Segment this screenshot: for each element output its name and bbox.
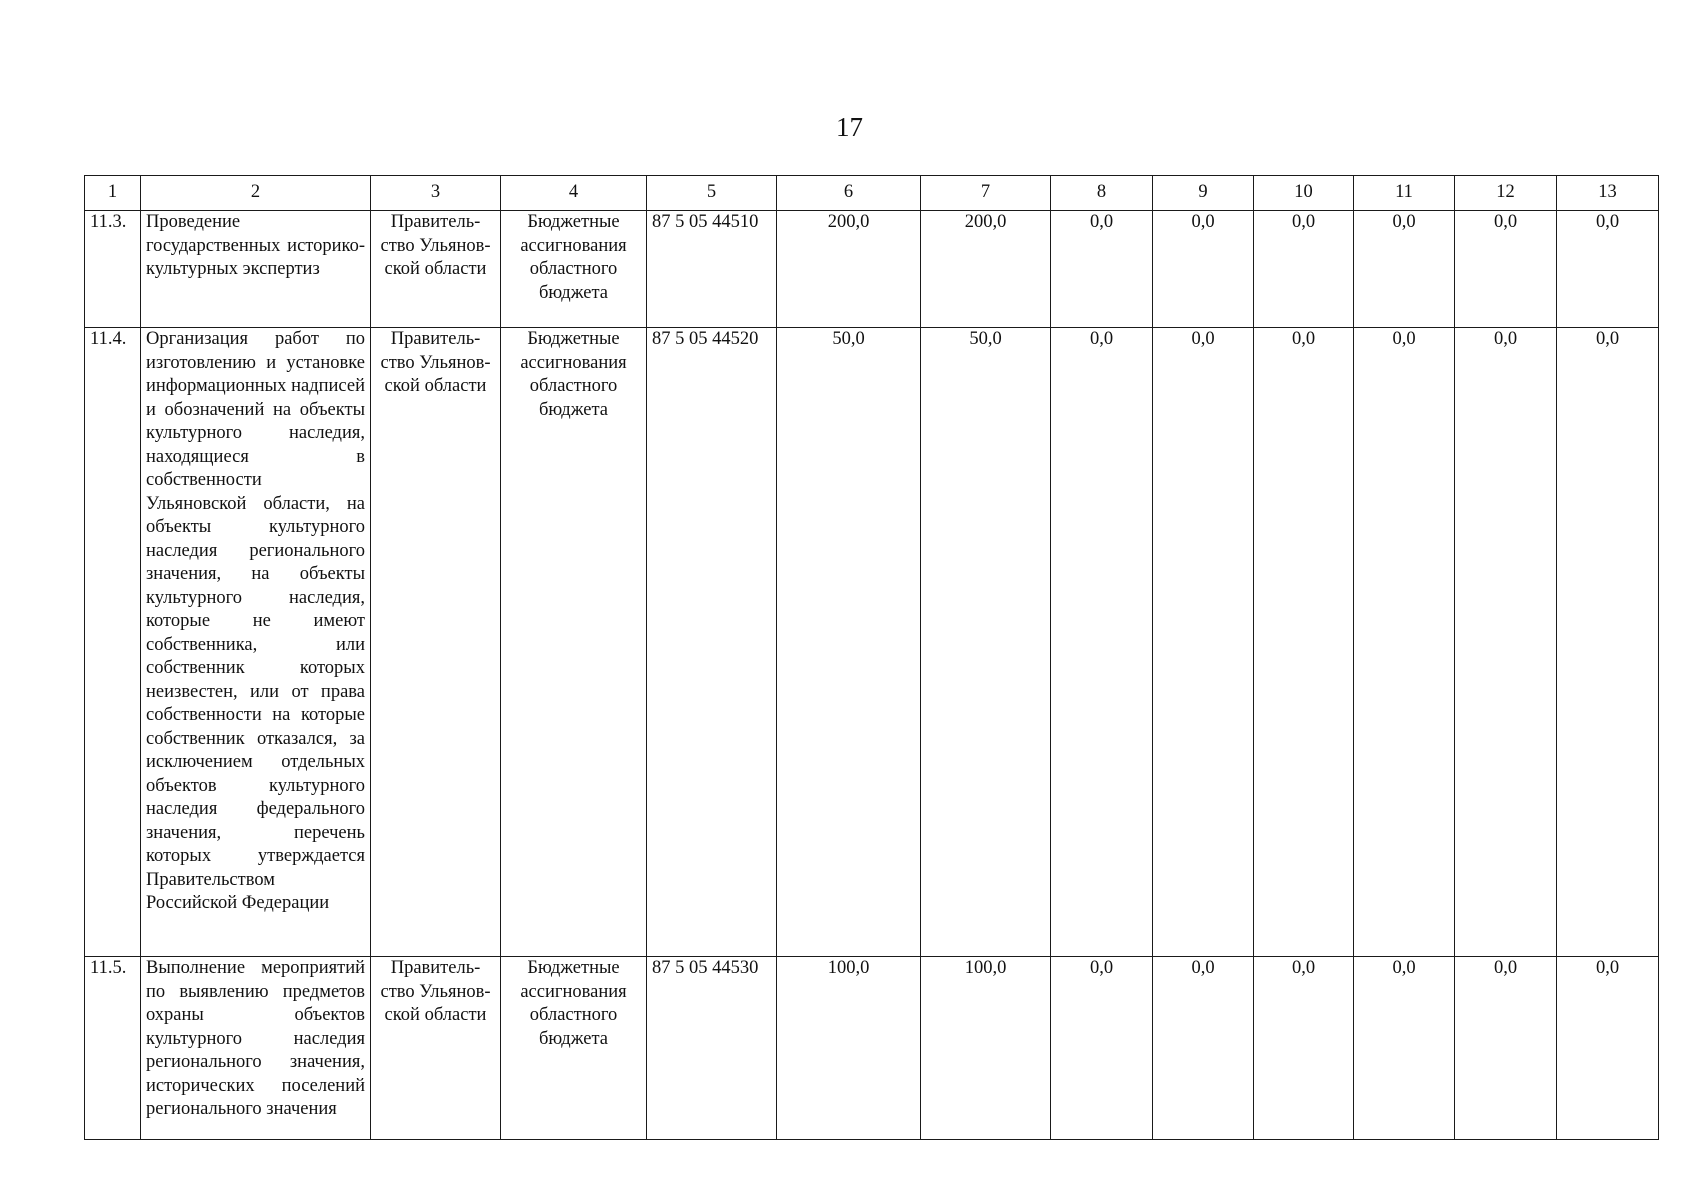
value-cell: 0,0 <box>1455 328 1557 957</box>
value-cell: 0,0 <box>1254 211 1354 328</box>
executor: Правитель-ство Ульянов-ской области <box>371 211 501 328</box>
column-header: 1 <box>85 176 141 211</box>
value-cell: 0,0 <box>1051 957 1153 1140</box>
value-cell: 0,0 <box>1051 211 1153 328</box>
value-cell: 0,0 <box>1557 328 1659 957</box>
value-cell: 50,0 <box>777 328 921 957</box>
value-cell: 0,0 <box>1153 211 1254 328</box>
value-cell: 0,0 <box>1455 211 1557 328</box>
column-header: 6 <box>777 176 921 211</box>
budget-code: 87 5 05 44530 <box>647 957 777 1140</box>
table-row <box>85 957 1659 1140</box>
value-cell: 0,0 <box>1557 211 1659 328</box>
column-header: 12 <box>1455 176 1557 211</box>
value-cell: 200,0 <box>921 211 1051 328</box>
funding-source: Бюджетные ассигнования областного бюджета <box>501 328 647 957</box>
activity-description: Выполнение мероприятий по выявлению предметов охраны объектов культурного наследия регионального значения, исторических поселений регионального значения <box>141 957 371 1140</box>
header-row <box>85 176 1659 211</box>
funding-source: Бюджетные ассигнования областного бюджета <box>501 957 647 1140</box>
column-header: 11 <box>1354 176 1455 211</box>
table-row <box>85 328 1659 957</box>
column-header: 9 <box>1153 176 1254 211</box>
table-row <box>85 211 1659 328</box>
value-cell: 200,0 <box>777 211 921 328</box>
row-number: 11.3. <box>85 211 141 328</box>
column-header: 3 <box>371 176 501 211</box>
budget-code: 87 5 05 44520 <box>647 328 777 957</box>
value-cell: 0,0 <box>1557 957 1659 1140</box>
value-cell: 0,0 <box>1354 957 1455 1140</box>
value-cell: 0,0 <box>1354 211 1455 328</box>
budget-table <box>84 175 1659 1140</box>
column-header: 4 <box>501 176 647 211</box>
column-header: 8 <box>1051 176 1153 211</box>
page-number: 17 <box>836 112 863 142</box>
value-cell: 0,0 <box>1051 328 1153 957</box>
value-cell: 0,0 <box>1153 957 1254 1140</box>
value-cell: 0,0 <box>1455 957 1557 1140</box>
activity-description: Организация работ по изготовлению и установке информационных надписей и обозначений на объекты культурного наследия, находящиеся в собственности Ульяновской области, на объекты культурного наследия регионального значения, на объекты культурного наследия, которые не имеют собственника, или собственник которых неизвестен, или от права собственности на которые собственник отказался, за исключением отдельных объектов культурного наследия федерального значения, перечень которых утверждается Правительством Российской Федерации <box>141 328 371 957</box>
value-cell: 100,0 <box>777 957 921 1140</box>
column-header: 13 <box>1557 176 1659 211</box>
column-header: 10 <box>1254 176 1354 211</box>
row-number: 11.4. <box>85 328 141 957</box>
executor: Правитель-ство Ульянов-ской области <box>371 957 501 1140</box>
column-header: 7 <box>921 176 1051 211</box>
column-header: 5 <box>647 176 777 211</box>
executor: Правитель-ство Ульянов-ской области <box>371 328 501 957</box>
value-cell: 100,0 <box>921 957 1051 1140</box>
funding-source: Бюджетные ассигнования областного бюджета <box>501 211 647 328</box>
budget-code: 87 5 05 44510 <box>647 211 777 328</box>
value-cell: 0,0 <box>1254 957 1354 1140</box>
value-cell: 0,0 <box>1153 328 1254 957</box>
column-header: 2 <box>141 176 371 211</box>
activity-description: Проведение государственных историко-культурных экспертиз <box>141 211 371 328</box>
value-cell: 0,0 <box>1354 328 1455 957</box>
value-cell: 0,0 <box>1254 328 1354 957</box>
value-cell: 50,0 <box>921 328 1051 957</box>
row-number: 11.5. <box>85 957 141 1140</box>
